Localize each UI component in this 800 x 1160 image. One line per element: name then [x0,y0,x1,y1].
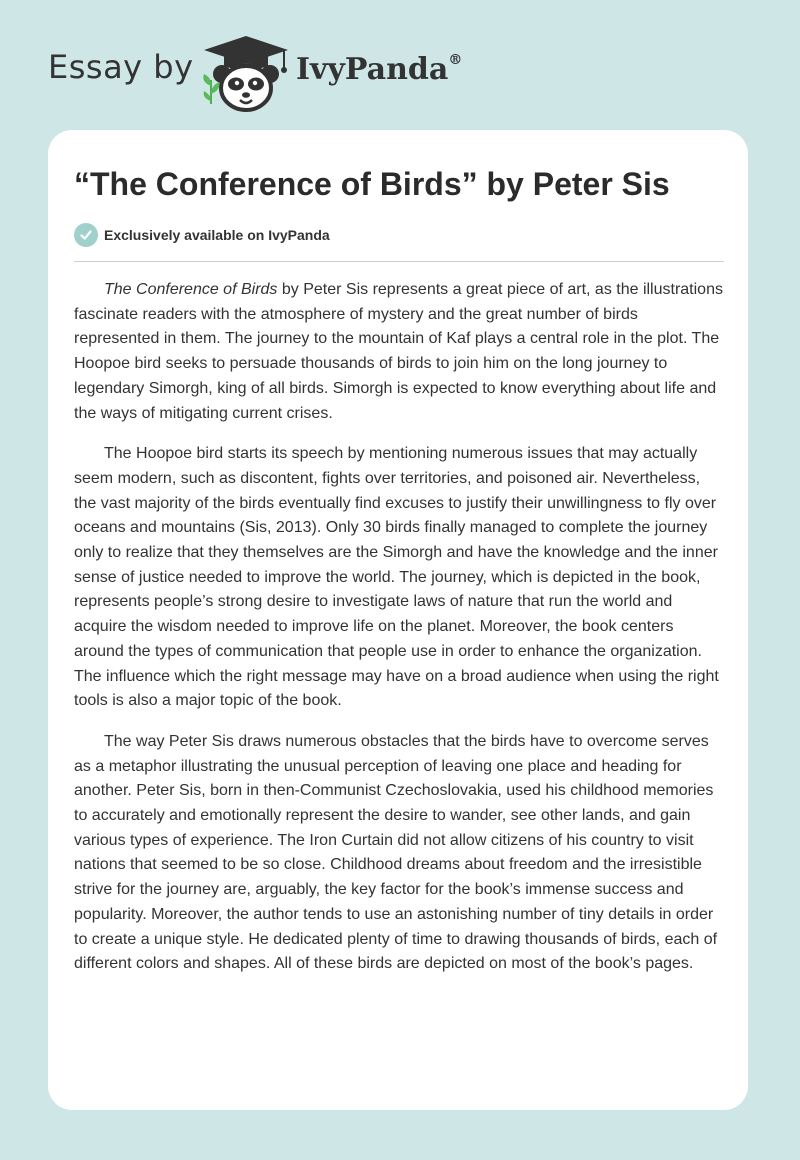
site-header [48,34,508,114]
book-title-italic: The Conference of Birds [104,281,278,298]
brand-name-text: IvyPanda [296,52,449,87]
paragraph-3: The way Peter Sis draws numerous obstacles that the birds have to overcome serves as a metaphor illustrating the unusual perception of leaving one place and heading for another. Peter Sis, born in then-Communist Czechoslovakia, used his childhood memories to accurately and emotionally represent the desire to wander, see other lands, and gain various types of experience. The Iron Curtain did not allow citizens of his country to visit nations that seemed to be so close. Childhood dreams about freedom and the irresistible strive for the journey are, arguably, the key factor for the book’s immense success and popularity. Moreover, the author tends to use an astonishing number of tiny details in order to create a unique style. He dedicated plenty of time to drawing thousands of birds, each of different colors and shapes. All of these birds are depicted on most of the book’s pages. [74,732,718,973]
brand-name[interactable] [296,52,462,87]
registered-mark: ® [448,52,463,68]
exclusive-notice [74,222,330,248]
essay-body [74,278,724,993]
check-icon [74,223,98,247]
panda-logo-icon[interactable] [198,34,294,114]
essay-by-label: Essay by [48,48,194,86]
essay-card [48,130,748,1110]
title-divider [74,261,724,262]
paragraph-1 [74,278,724,426]
essay-title: “The Conference of Birds” by Peter Sis [74,166,670,202]
exclusive-label: Exclusively available on IvyPanda [104,227,330,243]
paragraph-1-text: by Peter Sis represents a great piece of art, as the illustrations fascinate readers with the atmosphere of mystery and the great number of birds represented in them. The journey to the mountain of Kaf plays a central role in the plot. The Hoopoe bird seeks to persuade thousands of birds to join him on the long journey to legendary Simorgh, king of all birds. Simorgh is expected to know everything about life and the ways of mitigating current crises. [74,281,723,422]
paragraph-2: The Hoopoe bird starts its speech by mentioning numerous issues that may actually seem modern, such as discontent, fights over territories, and poisoned air. Nevertheless, the vast majority of the birds eventually find excuses to justify their unwillingness to fly over oceans and mountains (Sis, 2013). Only 30 birds finally managed to complete the journey only to realize that they themselves are the Simorgh and have the knowledge and the inner sense of justice needed to improve the world. The journey, which is depicted in the book, represents people’s strong desire to investigate laws of nature that run the world and acquire the wisdom needed to improve life on the planet. Moreover, the book centers around the types of communication that people use in order to enhance the organization. The influence which the right message may have on a broad audience when using the right tools is also a major topic of the book. [74,445,719,710]
